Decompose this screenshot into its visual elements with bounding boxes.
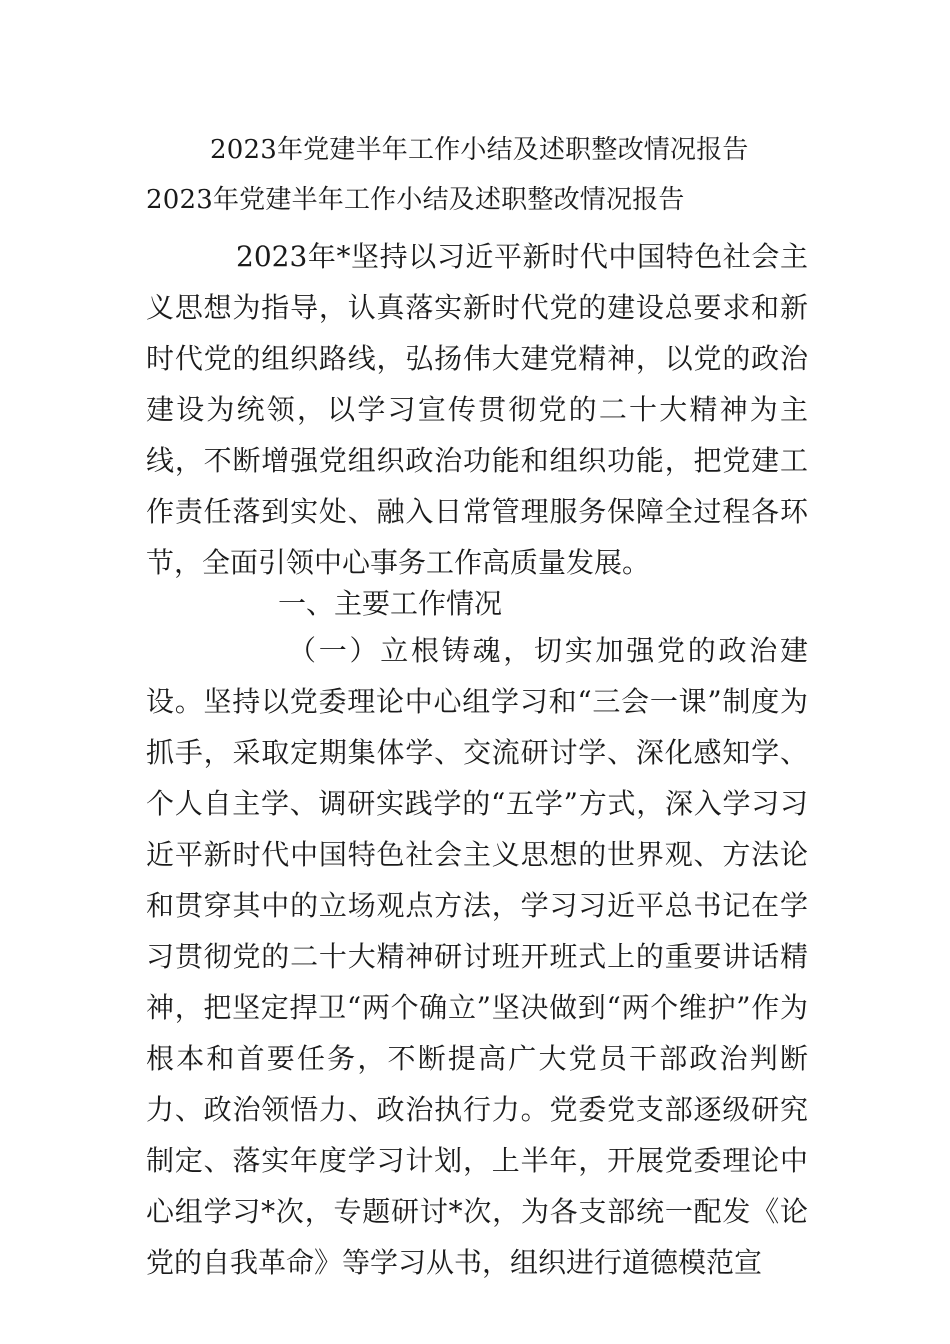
section-paragraph: （一）立根铸魂，切实加强党的政治建设。坚持以党委理论中心组学习和“三会一课”制度为抓手，采取定期集体学、交流研讨学、深化感知学、个人自主学、调研实践学的“五学”方式，深入学习习近平新时代中国特色社会主义思想的世界观、方法论和贯穿其中的立场观点方法，学习习近平总书记在学习贯彻党的二十大精神研讨班开班式上的重要讲话精神，把坚定捍卫“两个确立”坚决做到“两个维护”作为根本和首要任务，不断提高广大党员干部政治判断力、政治领悟力、政治执行力。党委党支部逐级研究制定、落实年度学习计划，上半年，开展党委理论中心组学习*次，专题研讨*次，为各支部统一配发《论党的自我革命》等学习从书，组织进行道德模范宣: [146, 634, 808, 1279]
document-title: 2023年党建半年工作小结及述职整改情况报告: [210, 135, 749, 165]
document-subtitle: 2023年党建半年工作小结及述职整改情况报告: [146, 185, 685, 215]
section-heading: 一、主要工作情况: [278, 587, 503, 620]
intro-paragraph: 2023年*坚持以习近平新时代中国特色社会主义思想为指导，认真落实新时代党的建设总要求和新时代党的组织路线，弘扬伟大建党精神，以党的政治建设为统领，以学习宣传贯彻党的二十大精神为主线，不断增强党组织政治功能和组织功能，把党建工作责任落到实处、融入日常管理服务保障全过程各环节，全面引领中心事务工作高质量发展。: [146, 240, 808, 579]
